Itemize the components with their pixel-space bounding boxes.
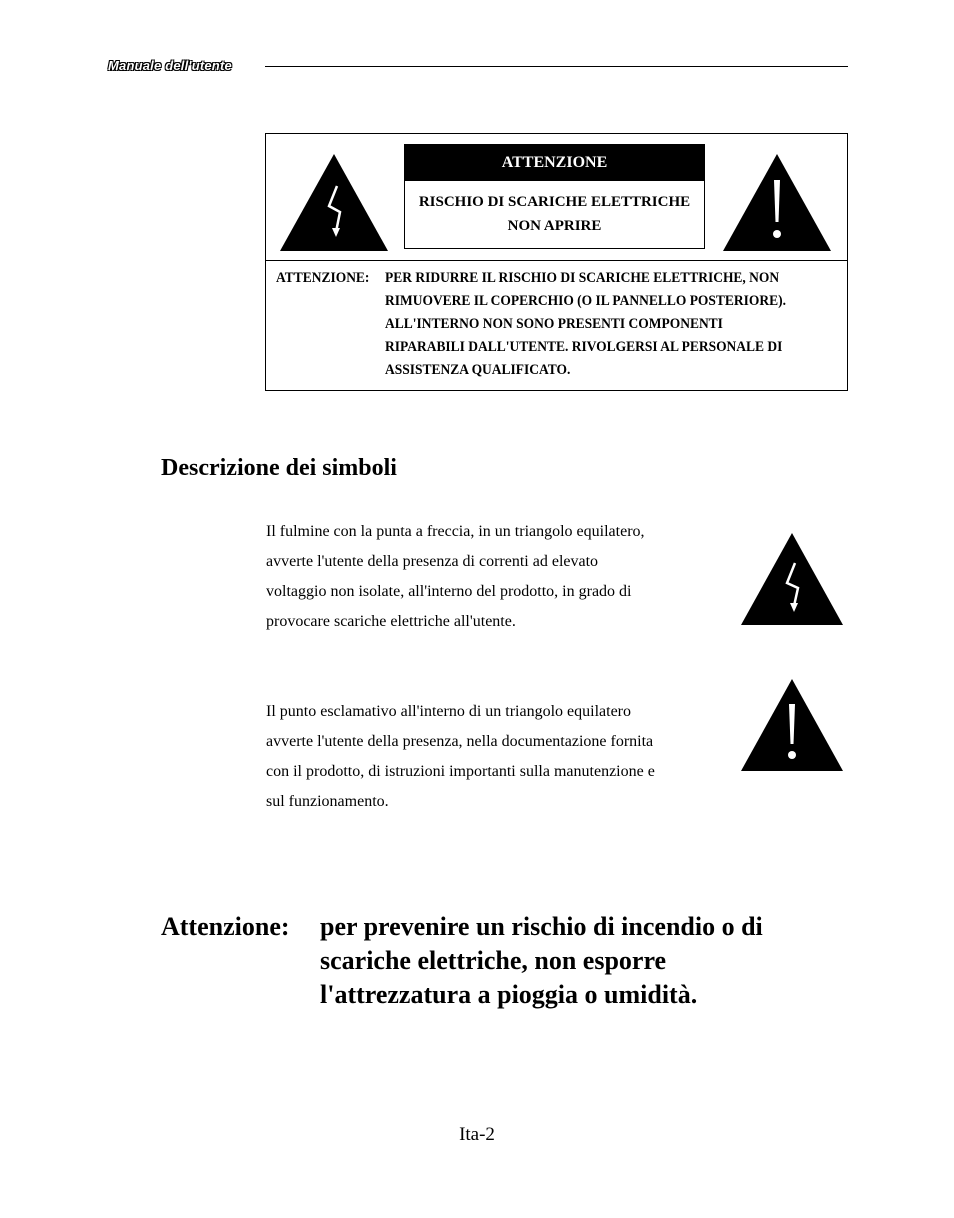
description-line: avverte l'utente della presenza, nella documentazione fornita <box>266 733 654 750</box>
header-rule <box>265 66 848 67</box>
caution-prefix: ATTENZIONE: <box>276 270 370 286</box>
exclamation-description <box>266 697 736 817</box>
lightning-triangle-icon <box>280 154 388 251</box>
description-line: sul funzionamento. <box>266 793 389 810</box>
description-line: con il prodotto, di istruzioni importanti sulla manutenzione e <box>266 763 655 780</box>
page-number: Ita-2 <box>459 1124 495 1145</box>
warning-label-title: ATTENZIONE <box>405 145 704 181</box>
caution-line: PER RIDURRE IL RISCHIO DI SCARICHE ELETTRICHE, NON <box>385 270 780 286</box>
warning-label-line: NON APRIRE <box>507 218 602 234</box>
running-header-title: Manuale dell'utente <box>108 58 232 73</box>
lightning-triangle-icon <box>741 533 843 625</box>
notice-line: l'attrezzatura a pioggia o umidità. <box>320 980 698 1009</box>
warning-label-line: RISCHIO DI SCARICHE ELETTRICHE <box>418 194 691 210</box>
exclamation-triangle-icon <box>723 154 831 251</box>
description-line: voltaggio non isolate, all'interno del prodotto, in grado di <box>266 583 632 600</box>
notice-label: Attenzione: <box>161 912 290 941</box>
warning-label-body <box>405 190 704 238</box>
description-line: Il punto esclamativo all'interno di un triangolo equilatero <box>266 703 632 720</box>
caution-line: RIMUOVERE IL COPERCHIO (O IL PANNELLO POSTERIORE). <box>385 293 786 309</box>
caution-line: RIPARABILI DALL'UTENTE. RIVOLGERSI AL PERSONALE DI <box>385 339 783 355</box>
warning-label-box <box>265 133 848 391</box>
caution-line: ALL'INTERNO NON SONO PRESENTI COMPONENTI <box>385 316 723 332</box>
caution-line: ASSISTENZA QUALIFICATO. <box>385 362 571 378</box>
description-line: avverte l'utente della presenza di correnti ad elevato <box>266 553 599 570</box>
notice-line: per prevenire un rischio di incendio o di <box>320 912 763 941</box>
notice-text <box>320 910 840 1012</box>
lightning-description <box>266 517 736 637</box>
description-line: provocare scariche elettriche all'utente. <box>266 613 516 630</box>
caution-text <box>385 267 822 382</box>
warning-label-panel <box>404 144 705 249</box>
description-line: Il fulmine con la punta a freccia, in un triangolo equilatero, <box>266 523 645 540</box>
notice-line: scariche elettriche, non esporre <box>320 946 667 975</box>
exclamation-triangle-icon <box>741 679 843 771</box>
section-heading: Descrizione dei simboli <box>161 455 397 481</box>
warning-divider <box>266 260 847 261</box>
